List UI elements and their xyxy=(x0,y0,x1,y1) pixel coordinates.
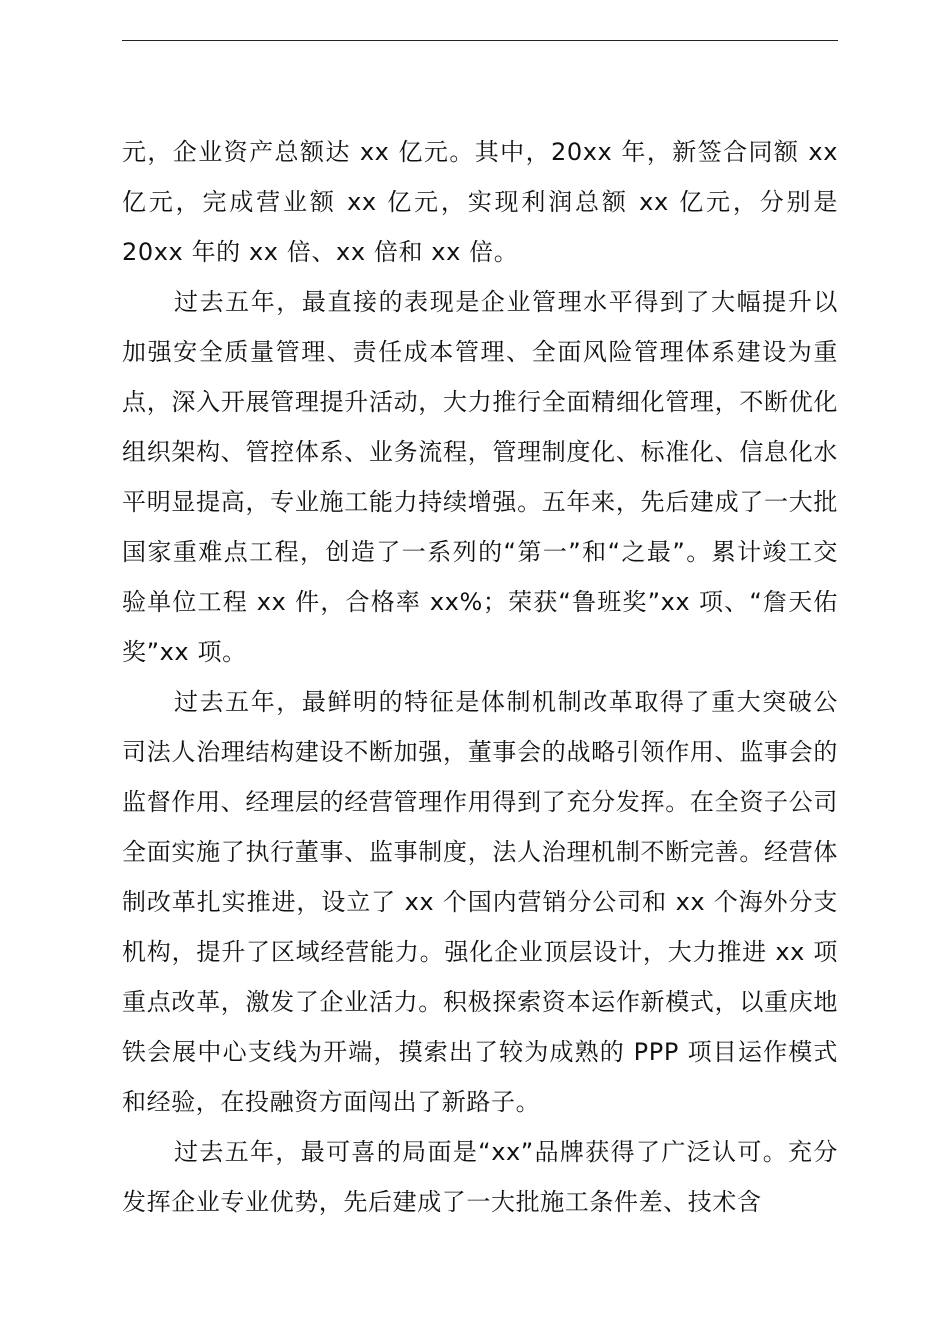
body-text xyxy=(122,127,838,1227)
paragraph-continuation: 元，企业资产总额达 xx 亿元。其中，20xx 年，新签合同额 xx 亿元，完成营业额 xx 亿元，实现利润总额 xx 亿元，分别是 20xx 年的 xx 倍、xx 倍和 xx 倍。 xyxy=(122,138,838,266)
paragraph-management: 过去五年，最直接的表现是企业管理水平得到了大幅提升以加强安全质量管理、责任成本管理、全面风险管理体系建设为重点，深入开展管理提升活动，大力推行全面精细化管理，不断优化组织架构、管控体系、业务流程，管理制度化、标准化、信息化水平明显提高，专业施工能力持续增强。五年来，先后建成了一大批国家重难点工程，创造了一系列的“第一”和“之最”。累计竣工交验单位工程 xx 件，合格率 xx%；荣获“鲁班奖”xx 项、“詹天佑奖”xx 项。 xyxy=(122,288,838,666)
paragraph-brand: 过去五年，最可喜的局面是“xx”品牌获得了广泛认可。充分发挥企业专业优势，先后建成了一大批施工条件差、技术含 xyxy=(122,1138,838,1216)
header-rule xyxy=(122,40,838,41)
paragraph-reform: 过去五年，最鲜明的特征是体制机制改革取得了重大突破公司法人治理结构建设不断加强，董事会的战略引领作用、监事会的监督作用、经理层的经营管理作用得到了充分发挥。在全资子公司全面实施了执行董事、监事制度，法人治理机制不断完善。经营体制改革扎实推进，设立了 xx 个国内营销分公司和 xx 个海外分支机构，提升了区域经营能力。强化企业顶层设计，大力推进 xx 项重点改革，激发了企业活力。积极探索资本运作新模式，以重庆地铁会展中心支线为开端，摸索出了较为成熟的 PPP 项目运作模式和经验，在投融资方面闯出了新路子。 xyxy=(122,688,838,1116)
